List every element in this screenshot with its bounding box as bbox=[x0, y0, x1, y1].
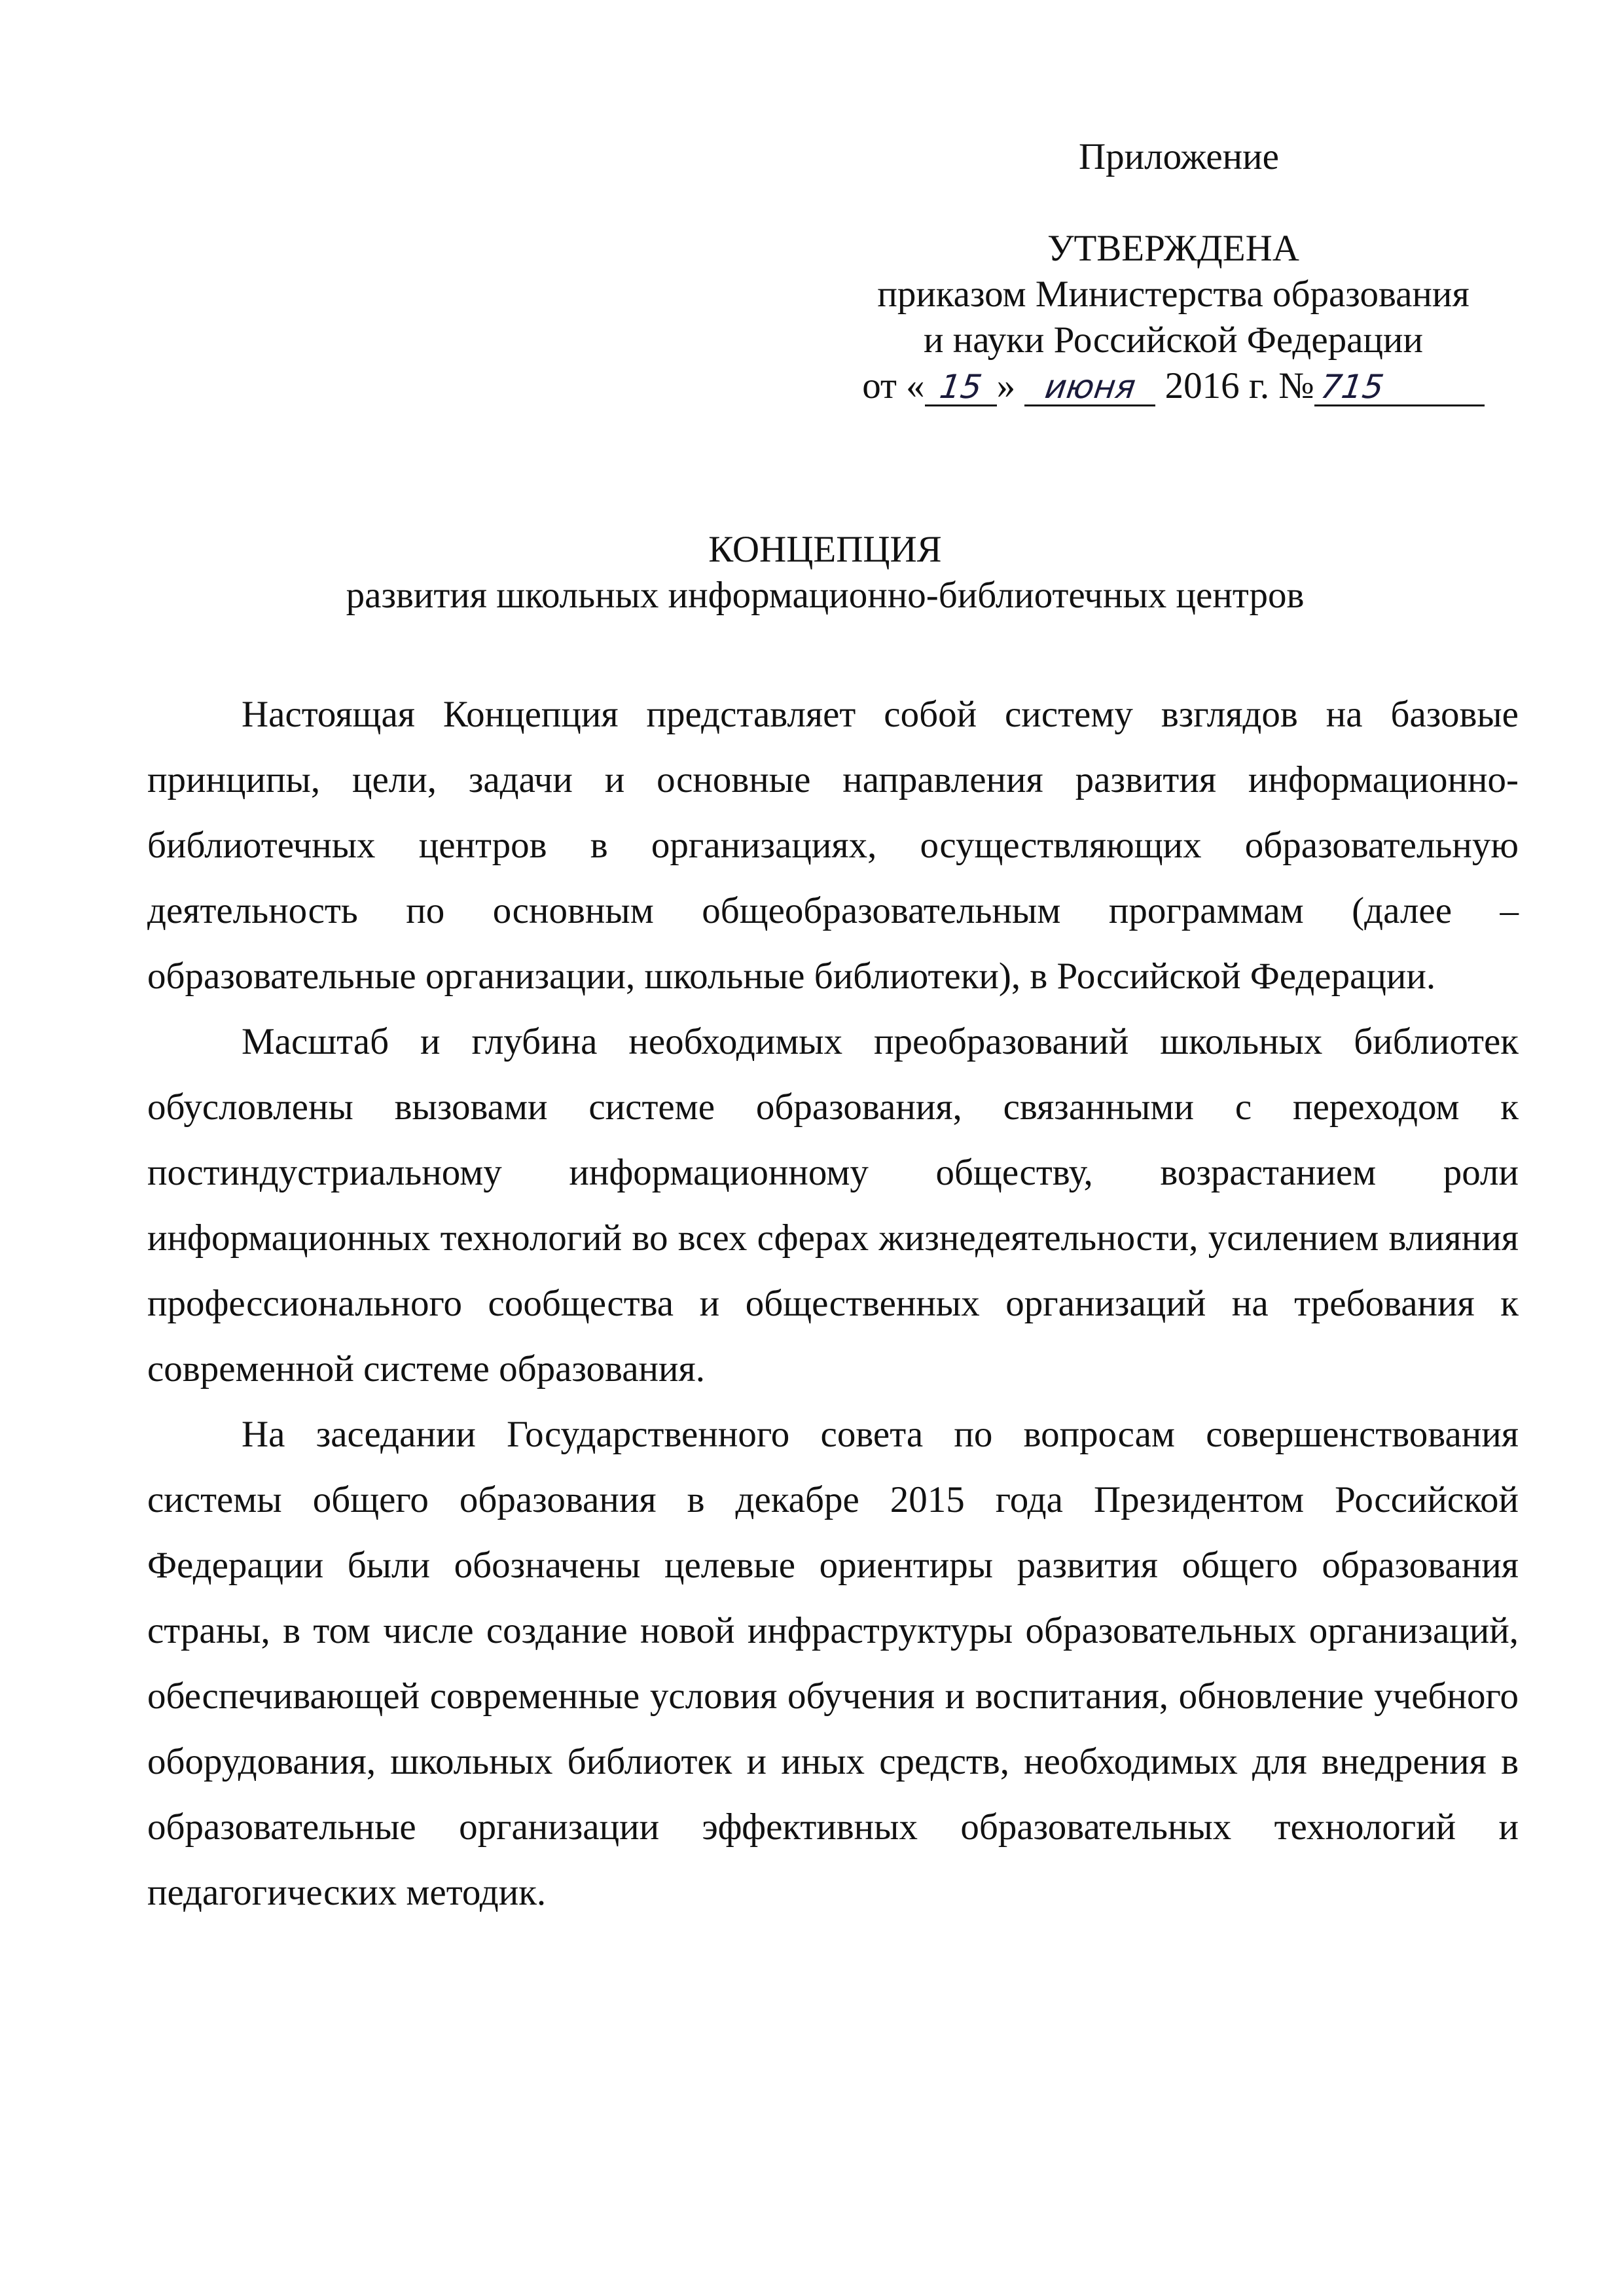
order-issuer-line-1: приказом Министерства образования bbox=[877, 274, 1470, 315]
document-title: КОНЦЕПЦИЯ bbox=[708, 529, 942, 570]
date-month-handwritten: июня bbox=[1042, 368, 1138, 406]
body-text bbox=[147, 682, 1519, 1926]
title-block bbox=[0, 527, 1624, 619]
appendix-label: Приложение bbox=[1079, 136, 1279, 177]
date-month-field bbox=[1024, 367, 1155, 406]
date-year-text: 2016 г. № bbox=[1164, 365, 1314, 406]
order-issuer-line-2: и науки Российской Федерации bbox=[924, 319, 1423, 361]
order-number-handwritten: 715 bbox=[1318, 368, 1386, 406]
document-subtitle: развития школьных информационно-библиотечных центров bbox=[346, 575, 1305, 616]
order-date-line bbox=[862, 363, 1485, 409]
paragraph-1: Настоящая Концепция представляет собой систему взглядов на базовые принципы, цели, задачи и основные направления развития информационно-библиотечных центров в организациях, осуществляющих образовательную деятельность по основным общеобразовательным программам (далее – образовательные организации, школьные библиотеки), в Российской Федерации. bbox=[147, 694, 1519, 997]
approved-label: УТВЕРЖДЕНА bbox=[1047, 228, 1299, 269]
date-close-quote: » bbox=[996, 365, 1016, 406]
date-prefix: от « bbox=[862, 365, 925, 406]
approval-block bbox=[851, 226, 1496, 409]
date-day-field bbox=[925, 367, 997, 406]
paragraph-2: Масштаб и глубина необходимых преобразований школьных библиотек обусловлены вызовами системе образования, связанными с переходом к постиндустриальному информационному обществу, возрастанием роли информационных технологий во всех сферах жизнедеятельности, усилением влияния профессионального сообщества и общественных организаций на требования к современной системе образования. bbox=[147, 1021, 1519, 1390]
paragraph-3: На заседании Государственного совета по вопросам совершенствования системы общего образования в декабре 2015 года Президентом Российской Федерации были обозначены целевые ориентиры развития общего образования страны, в том числе создание новой инфраструктуры образовательных организаций, обеспечивающей современные условия обучения и воспитания, обновление учебного оборудования, школьных библиотек и иных средств, необходимых для внедрения в образовательные организации эффективных образовательных технологий и педагогических методик. bbox=[147, 1414, 1519, 1913]
order-number-field bbox=[1314, 367, 1485, 406]
date-day-handwritten: 15 bbox=[937, 368, 984, 406]
